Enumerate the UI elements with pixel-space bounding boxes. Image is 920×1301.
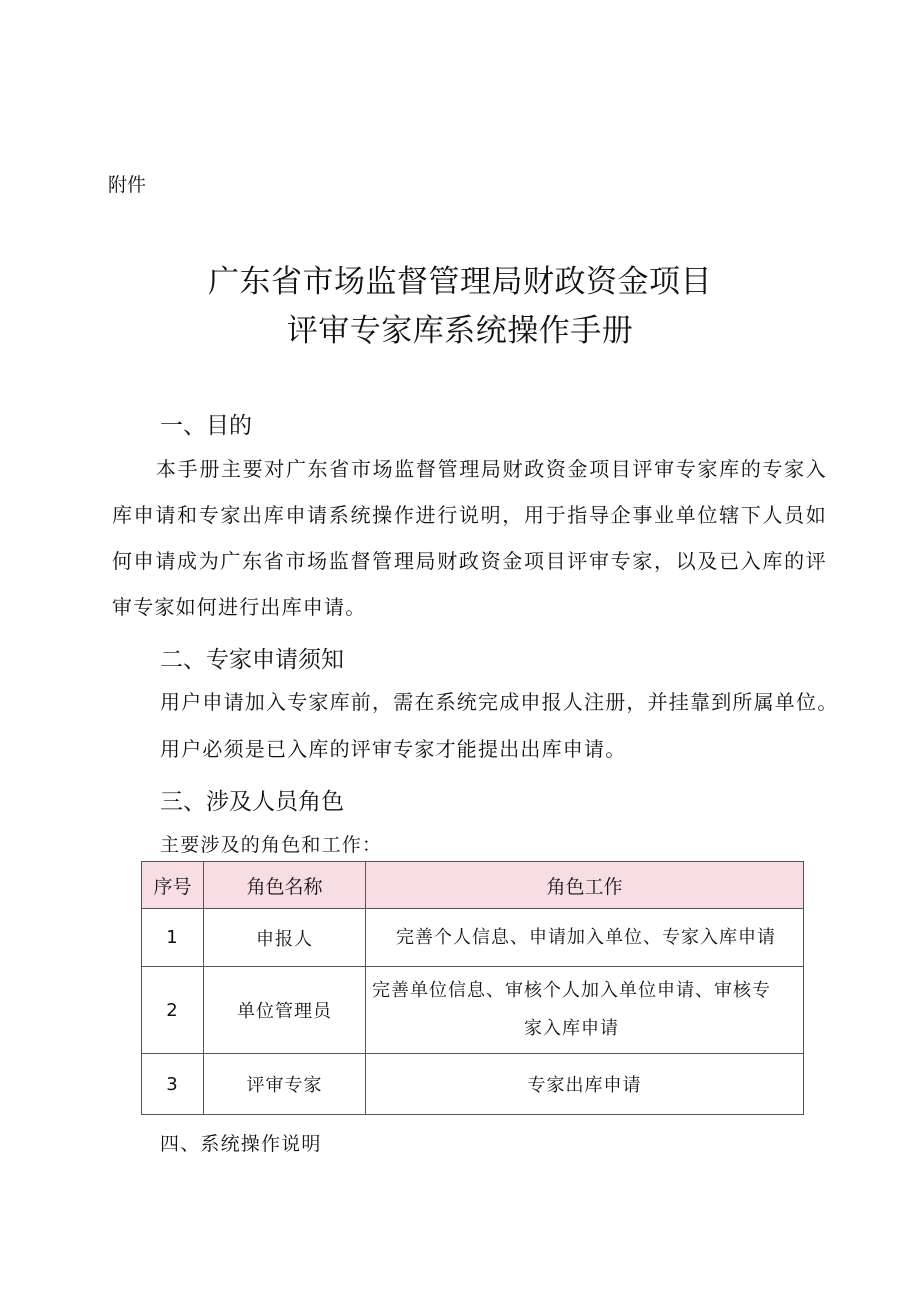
cell-serial: 2 [142, 967, 204, 1054]
cell-role-name: 申报人 [204, 909, 366, 967]
cell-role-work: 完善单位信息、审核个人加入单位申请、审核专家入库申请 [366, 967, 804, 1054]
section-2-heading: 二、专家申请须知 [160, 647, 344, 673]
document-title-line-2: 评审专家库系统操作手册 [286, 313, 634, 349]
cell-role-name: 单位管理员 [204, 967, 366, 1054]
section-1-heading: 一、目的 [160, 413, 252, 439]
cell-role-work: 专家出库申请 [366, 1054, 804, 1115]
section-3-heading: 三、涉及人员角色 [160, 789, 344, 815]
table-header-row [142, 862, 804, 909]
header-role-name: 角色名称 [204, 862, 366, 909]
section-2-line-2: 用户必须是已入库的评审专家才能提出出库申请。 [160, 737, 627, 761]
cell-serial: 1 [142, 909, 204, 967]
section-3-intro: 主要涉及的角色和工作： [160, 834, 383, 856]
cell-role-name: 评审专家 [204, 1054, 366, 1115]
table-row [142, 967, 804, 1054]
header-serial: 序号 [142, 862, 204, 909]
table-row [142, 909, 804, 967]
table-row [142, 1054, 804, 1115]
cell-role-work: 完善个人信息、申请加入单位、专家入库申请 [366, 909, 804, 967]
cell-serial: 3 [142, 1054, 204, 1115]
section-4-heading: 四、系统操作说明 [160, 1133, 322, 1155]
header-role-work: 角色工作 [366, 862, 804, 909]
roles-table [141, 861, 804, 1115]
section-2-line-1: 用户申请加入专家库前，需在系统完成申报人注册，并挂靠到所属单位。 [160, 690, 839, 714]
attachment-label: 附件 [108, 174, 147, 196]
section-1-body: 本手册主要对广东省市场监督管理局财政资金项目评审专家库的专家入库申请和专家出库申请系统操作进行说明，用于指导企事业单位辖下人员如何申请成为广东省市场监督管理局财政资金项目评审专家，以及已入库的评审专家如何进行出库申请。 [112, 457, 827, 619]
document-title-line-1: 广东省市场监督管理局财政资金项目 [208, 264, 712, 300]
